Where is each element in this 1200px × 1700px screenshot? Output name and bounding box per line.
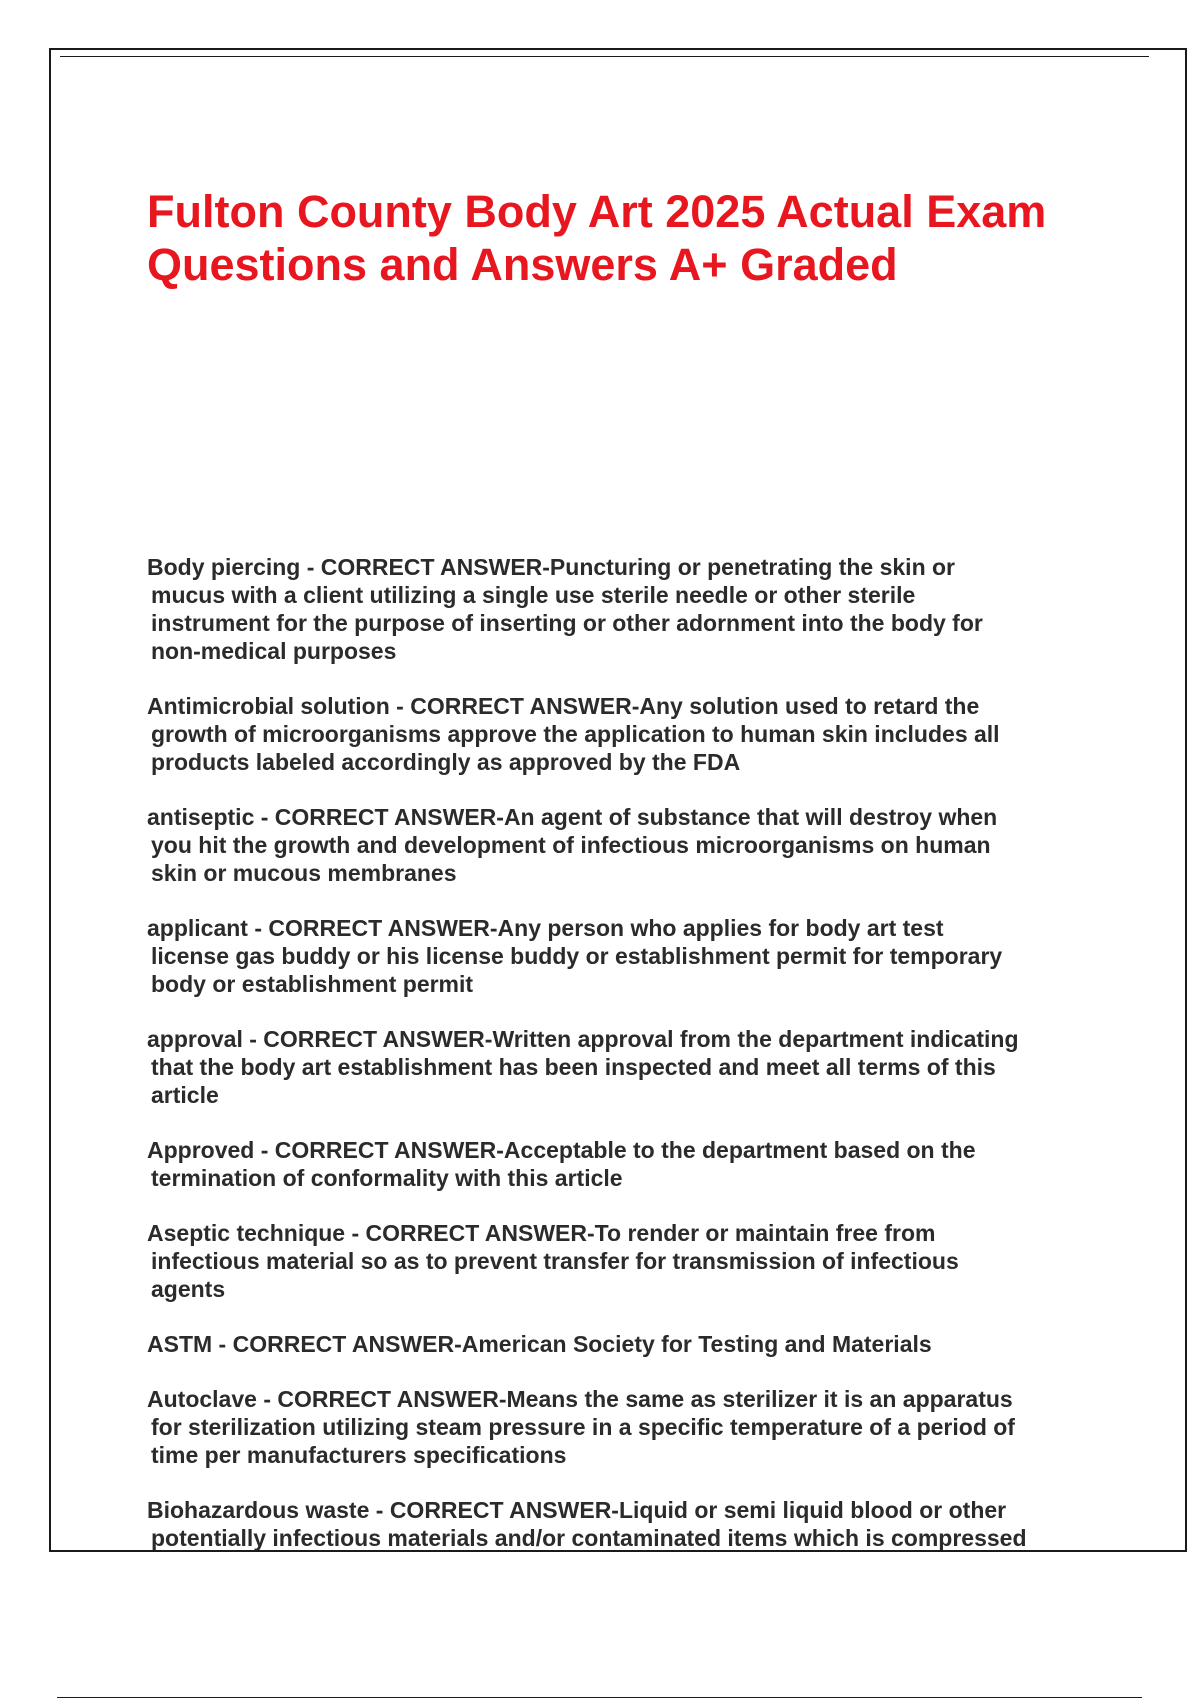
entry-line: you hit the growth and development of infectious microorganisms on human [151, 832, 991, 858]
entry-line: Body piercing - CORRECT ANSWER-Puncturing or penetrating the skin or [147, 554, 956, 580]
entry-line: body or establishment permit [151, 971, 474, 997]
entry-line: termination of conformality with this article [151, 1165, 623, 1191]
entry-line: growth of microorganisms approve the application to human skin includes all [151, 721, 1000, 747]
entry-line: non-medical purposes [151, 638, 397, 664]
entry-line: time per manufacturers specifications [151, 1442, 567, 1468]
entry-line: Approved - CORRECT ANSWER-Acceptable to the department based on the [147, 1137, 976, 1163]
page-frame [49, 48, 1187, 1552]
qa-entry [147, 1219, 1147, 1303]
entry-line: approval - CORRECT ANSWER-Written approval from the department indicating [147, 1026, 1019, 1052]
entry-line: instrument for the purpose of inserting or other adornment into the body for [151, 610, 983, 636]
entry-line: antiseptic - CORRECT ANSWER-An agent of substance that will destroy when [147, 804, 998, 830]
bottom-rule [57, 1697, 1142, 1698]
entry-line: products labeled accordingly as approved by the FDA [151, 749, 741, 775]
qa-entry [147, 1385, 1147, 1469]
qa-entry [147, 1330, 1147, 1358]
document-title [147, 185, 1147, 291]
entry-line: potentially infectious materials and/or contaminated items which is compressed [151, 1525, 1027, 1551]
qa-entry [147, 1496, 1147, 1552]
entry-line: skin or mucous membranes [151, 860, 457, 886]
qa-entry [147, 914, 1147, 998]
qa-entry [147, 692, 1147, 776]
entry-line: agents [151, 1276, 226, 1302]
qa-entry [147, 803, 1147, 887]
entry-line: article [151, 1082, 219, 1108]
title-line: Fulton County Body Art 2025 Actual Exam [147, 186, 1047, 237]
entry-line: ASTM - CORRECT ANSWER-American Society for Testing and Materials [147, 1331, 932, 1357]
qa-entry [147, 553, 1147, 665]
qa-entry [147, 1136, 1147, 1192]
entry-line: Autoclave - CORRECT ANSWER-Means the same as sterilizer it is an apparatus [147, 1386, 1013, 1412]
title-line: Questions and Answers A+ Graded [147, 239, 898, 290]
entry-line: license gas buddy or his license buddy or establishment permit for temporary [151, 943, 1003, 969]
top-rule [60, 56, 1149, 57]
entry-line: infectious material so as to prevent transfer for transmission of infectious [151, 1248, 959, 1274]
entry-line: for sterilization utilizing steam pressure in a specific temperature of a period of [151, 1414, 1015, 1440]
entry-line: that the body art establishment has been inspected and meet all terms of this [151, 1054, 996, 1080]
entry-line: applicant - CORRECT ANSWER-Any person who applies for body art test [147, 915, 944, 941]
entry-line: Biohazardous waste - CORRECT ANSWER-Liquid or semi liquid blood or other [147, 1497, 1007, 1523]
qa-entry [147, 1025, 1147, 1109]
entry-line: mucus with a client utilizing a single use sterile needle or other sterile [151, 582, 916, 608]
entry-line: Antimicrobial solution - CORRECT ANSWER-Any solution used to retard the [147, 693, 980, 719]
entry-line: Aseptic technique - CORRECT ANSWER-To render or maintain free from [147, 1220, 936, 1246]
qa-list [147, 553, 1147, 1552]
